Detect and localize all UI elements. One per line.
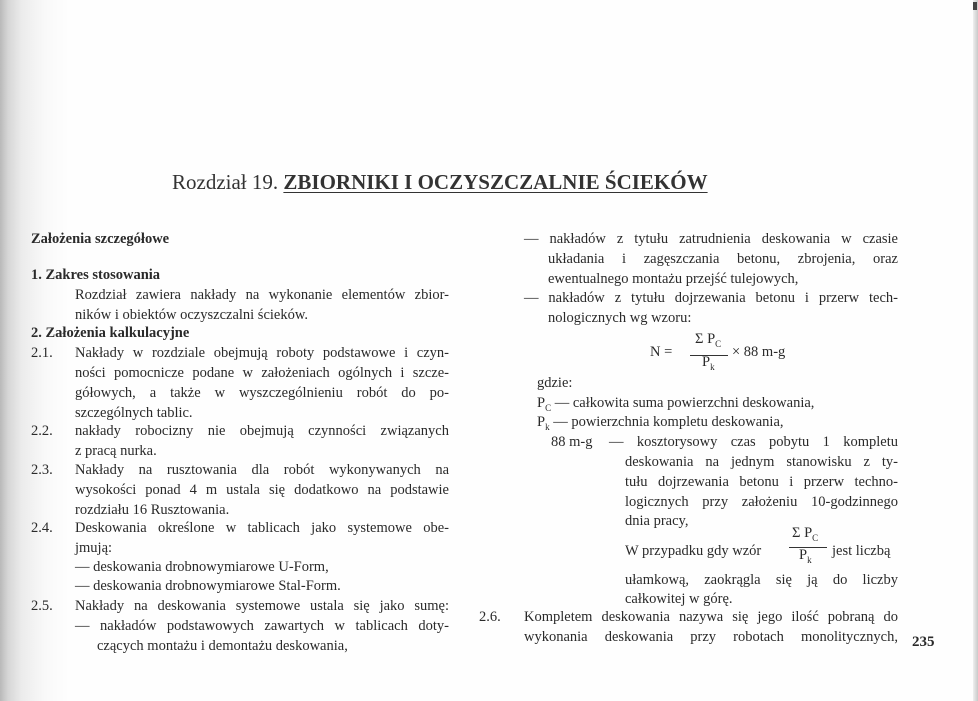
- text-line: jmują:: [75, 540, 113, 556]
- para-number: 2.4.: [31, 520, 53, 536]
- text-line: szczególnych tablic.: [75, 405, 193, 421]
- list-item: — nakładów z tytułu zatrudnienia deskowania w czasie: [524, 231, 898, 247]
- section-heading: Założenia szczegółowe: [31, 231, 170, 247]
- text-line: Rozdział zawiera nakłady na wykonanie elementów zbior-: [75, 287, 449, 303]
- text-line: logicznych przy założeniu 10-godzinnego: [625, 494, 898, 510]
- text-line: Deskowania określone w tablicach jako systemowe obe-: [75, 520, 449, 536]
- page-corner-mark: [973, 2, 977, 10]
- text-line: ewentualnego montażu przejść tulejowych,: [548, 271, 799, 287]
- text-line: całkowitej w górę.: [625, 591, 733, 607]
- text-line: Kompletem deskowania nazywa się jego ilość pobraną do: [524, 609, 898, 625]
- text-line: Nakłady na rusztowania dla robót wykonywanych na: [75, 462, 449, 478]
- text-line: deskowania na jednym stanowisku z ty-: [625, 454, 898, 470]
- para-number: 2.1.: [31, 345, 53, 361]
- formula-numerator: Σ $P_C$: [695, 331, 722, 349]
- text-line: ników i obiektów oczyszczalni ścieków.: [75, 307, 309, 323]
- text-line: W przypadku gdy wzór: [625, 543, 762, 559]
- definition-88mg-symbol: 88 m-g: [551, 434, 593, 450]
- chapter-title: [172, 170, 708, 195]
- text-line: nologicznych wg wzoru:: [548, 310, 692, 326]
- text-line: nakłady robocizny nie obejmują czynności związanych: [75, 423, 449, 439]
- text-line: gółowych, a także w wyszczególnieniu robót do po-: [75, 385, 449, 401]
- list-item: — nakładów podstawowych zawartych w tablicach doty-: [75, 618, 449, 634]
- list-item: — deskowania drobnowymiarowe Stal-Form.: [75, 578, 341, 594]
- text-line: — kosztorysowy czas pobytu 1 kompletu: [609, 434, 898, 450]
- text-line: Nakłady w rozdziale obejmują roboty podstawowe i czyn-: [75, 345, 449, 361]
- text-line: z pracą nurka.: [75, 443, 157, 459]
- page-number: 235: [912, 634, 935, 650]
- section-2-title: 2. Założenia kalkulacyjne: [31, 325, 190, 341]
- para-number: 2.5.: [31, 598, 53, 614]
- text-line: tułu dojrzewania betonu i przerw techno-: [625, 474, 898, 490]
- fraction-denominator: $P_k$: [799, 547, 812, 565]
- text-line: czących montażu i demontażu deskowania,: [97, 638, 348, 654]
- formula-lhs: N =: [650, 344, 673, 360]
- formula-denominator: $P_k$: [702, 354, 715, 372]
- chapter-prefix: Rozdział 19.: [172, 170, 279, 194]
- text-line: ułamkową, zaokrągla się ją do liczby: [625, 572, 898, 588]
- formula-rhs: × 88 m-g: [732, 344, 786, 360]
- list-item: — deskowania drobnowymiarowe U-Form,: [75, 559, 329, 575]
- text-line: jest liczbą: [832, 543, 891, 559]
- fraction-numerator: Σ $P_C$: [792, 525, 819, 543]
- text-line: rozdziału 16 Rusztowania.: [75, 502, 230, 518]
- where-label: gdzie:: [537, 375, 573, 391]
- definition-pc: $P_C$ — całkowita suma powierzchni deskowania,: [537, 395, 815, 413]
- para-number: 2.2.: [31, 423, 53, 439]
- text-line: wysokości ponad 4 m ustala się dodatkowo na podstawie: [75, 482, 449, 498]
- text-line: układania i zagęszczania betonu, zbrojenia, oraz: [548, 251, 898, 267]
- text-line: ności pomocnicze podane w założeniach ogólnych i szcze-: [75, 365, 449, 381]
- page-right-edge: [973, 0, 978, 701]
- list-item: — nakładów z tytułu dojrzewania betonu i przerw tech-: [524, 290, 898, 306]
- para-number: 2.3.: [31, 462, 53, 478]
- para-number: 2.6.: [479, 609, 501, 625]
- text-line: Nakłady na deskowania systemowe ustala się jako sumę:: [75, 598, 449, 614]
- chapter-name: ZBIORNIKI I OCZYSZCZALNIE ŚCIEKÓW: [283, 170, 708, 194]
- text-line: wykonania deskowania przy robotach monolitycznych,: [524, 629, 898, 645]
- text-line: dnia pracy,: [625, 513, 689, 529]
- section-1-title: 1. Zakres stosowania: [31, 267, 161, 283]
- definition-pk: $P_k$ — powierzchnia kompletu deskowania,: [537, 414, 784, 432]
